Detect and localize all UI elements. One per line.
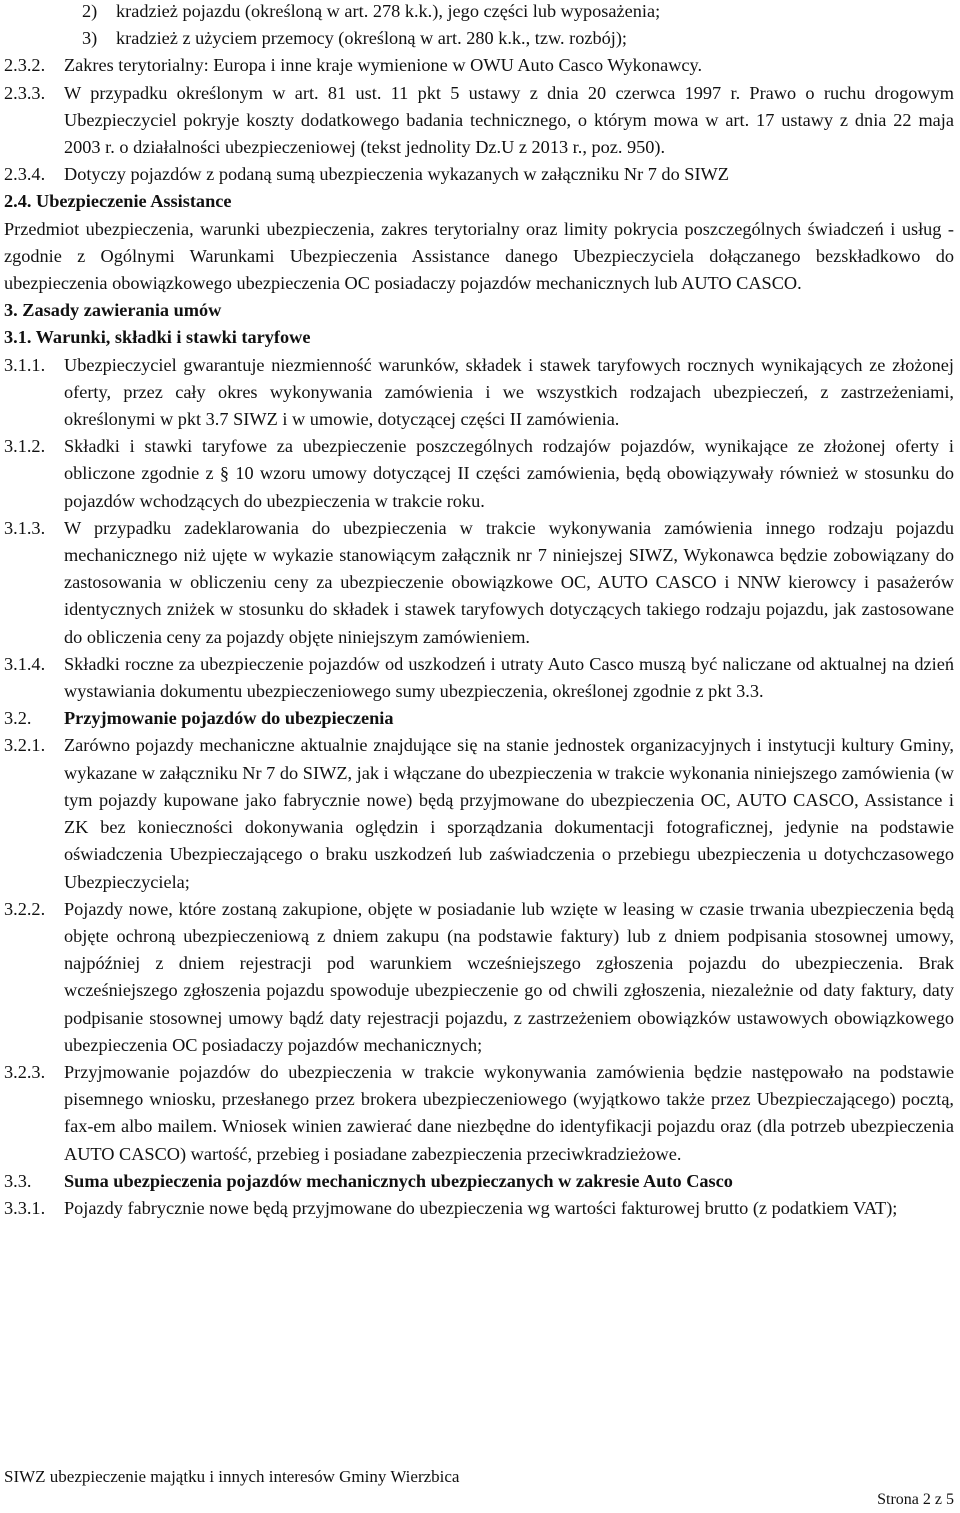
section-text: Pojazdy nowe, które zostaną zakupione, objęte w posiadanie lub wzięte w leasing w czasie trwania ubezpieczenia będą objęte ochroną ubezpieczeniową z dniem zakupu (na podstawie faktury) lub z dniem podpisania stosownej umowy, najpóźniej z dniem rejestracji pod warunkiem wcześniejszego zgłoszenia pojazdu do ubezpieczenia. Brak wcześniejszego zgłoszenia pojazdu spowoduje ubezpieczenie go od chwili zgłoszenia, niezależnie od daty faktury, daty podpisanie stosownej umowy bądź daty rejestracji pojazdu, z zastrzeżeniem obowiązków ustawowych obowiązkowego ubezpieczenia OC posiadaczy pojazdów mechanicznych;: [64, 898, 954, 1055]
section-3-2-2: [4, 896, 954, 1059]
section-number: 3.2.: [4, 708, 32, 729]
section-text: Ubezpieczyciel gwarantuje niezmienność warunków, składek i stawek taryfowych rocznych wynikających ze złożonej oferty, przez cały okres wykonywania zamówienia i we wszystkich rodzajach ubezpieczeń, z zastrzeżeniami, określonymi w pkt 3.7 SIWZ i w umowie, dotyczącej części II zamówienia.: [64, 354, 954, 430]
section-3-heading: 3. Zasady zawierania umów: [4, 300, 222, 321]
list-item-text: kradzież z użyciem przemocy (określoną w art. 280 k.k., tzw. rozbój);: [116, 28, 627, 49]
section-number: 3.1.1.: [4, 354, 46, 375]
section-3-1-3: [4, 515, 954, 651]
section-text: [64, 433, 954, 515]
section-2-4-paragraph: Przedmiot ubezpieczenia, warunki ubezpieczenia, zakres terytorialny oraz limity pokrycia poszczególnych świadczeń i usług - zgodnie z Ogólnymi Warunkami Ubezpieczenia Assistance danego Ubezpieczyciela dołączanego bezskładkowo do ubezpieczenia obowiązkowego ubezpieczenia OC posiadaczy pojazdów mechanicznych lub AUTO CASCO.: [4, 218, 954, 294]
section-3-2-heading: [4, 705, 954, 732]
section-3-2-3: [4, 1059, 954, 1168]
list-item-number: 2): [82, 1, 98, 21]
section-text: Pojazdy fabrycznie nowe będą przyjmowane do ubezpieczenia wg wartości fakturowej brutto (z podatkiem VAT);: [64, 1197, 898, 1218]
section-text: Przyjmowanie pojazdów do ubezpieczenia w trakcie wykonywania zamówienia będzie następowało na podstawie pisemnego wniosku, przesłanego przez brokera ubezpieczeniowego (wyjątkowo także przez Ubezpieczającego) pocztą, fax-em albo mailem. Wniosek winien zawierać dane niezbędne do identyfikacji pojazdu oraz (dla potrzeb ubezpieczenia AUTO CASCO) wartość, przebieg i posiadane zabezpieczenia przeciwkradzieżowe.: [64, 1061, 954, 1164]
section-3-3-1: [4, 1195, 954, 1222]
section-number: 3.2.2.: [4, 898, 46, 919]
document-body: [4, 0, 954, 1222]
section-text: W przypadku określonym w art. 81 ust. 11 pkt 5 ustawy z dnia 20 czerwca 1997 r. Prawo o ruchu drogowym Ubezpieczyciel pokryje koszty dodatkowego badania technicznego, o którym mowa w art. 17 ustawy z dnia 22 maja 2003 r. o działalności ubezpieczeniowej (tekst jednolity Dz.U z 2013 r., poz. 950).: [64, 82, 954, 158]
list-item-number: 3): [82, 28, 98, 49]
section-number: 2.3.3.: [4, 82, 46, 103]
section-2-3-3: [4, 80, 954, 162]
section-2-4-heading: 2.4. Ubezpieczenie Assistance: [4, 191, 232, 212]
footer-document-title: SIWZ ubezpieczenie majątku i innych interesów Gminy Wierzbica: [4, 1467, 460, 1486]
section-sign: §: [219, 463, 230, 484]
list-item: [4, 0, 954, 25]
footer-page-number: Strona 2 z 5: [877, 1491, 954, 1508]
section-3-1-2: [4, 433, 954, 515]
section-number: 3.3.: [4, 1170, 32, 1191]
section-3-2-1: [4, 732, 954, 895]
list-item: [4, 25, 954, 52]
section-number: 3.2.1.: [4, 735, 46, 756]
section-number: 3.1.4.: [4, 653, 46, 674]
section-text: W przypadku zadeklarowania do ubezpieczenia w trakcie wykonywania zamówienia innego rodzaju pojazdu mechanicznego niż ujęte w wykazie stanowiącym załącznik nr 7 niniejszej SIWZ, Wykonawca będzie zobowiązany do zastosowania w obliczeniu ceny za ubezpieczenie obowiązkowe OC, AUTO CASCO i NNW kierowcy i pasażerów identycznych zniżek w stosunku do składek i stawek taryfowych dotyczących takiego rodzaju pojazdu, jak zastosowane do obliczenia ceny za pojazdy objęte niniejszym zamówieniem.: [64, 517, 954, 647]
section-number: 2.3.2.: [4, 55, 46, 76]
section-3-1-heading: 3.1. Warunki, składki i stawki taryfowe: [4, 327, 311, 348]
section-heading-text: Suma ubezpieczenia pojazdów mechanicznych ubezpieczanych w zakresie Auto Casco: [64, 1170, 733, 1191]
section-heading-text: Przyjmowanie pojazdów do ubezpieczenia: [64, 708, 394, 729]
section-2-3-2: [4, 52, 954, 79]
section-number: 3.3.1.: [4, 1197, 46, 1218]
section-3-1-4: [4, 651, 954, 705]
section-text: Dotyczy pojazdów z podaną sumą ubezpieczenia wykazanych w załączniku Nr 7 do SIWZ: [64, 164, 729, 185]
section-text: Składki roczne za ubezpieczenie pojazdów od uszkodzeń i utraty Auto Casco muszą być naliczane od aktualnej na dzień wystawiania dokumentu ubezpieczeniowego sumy ubezpieczenia, określonej zgodnie z pkt 3.3.: [64, 653, 954, 702]
section-2-3-4: [4, 161, 954, 188]
section-number: 3.2.3.: [4, 1061, 46, 1082]
section-text: Zakres terytorialny: Europa i inne kraje wymienione w OWU Auto Casco Wykonawcy.: [64, 55, 703, 76]
section-text-part: Składki i stawki taryfowe za ubezpieczenie poszczególnych rodzajów pojazdów, wynikające ze złożonej oferty i obliczone zgodnie z: [64, 436, 954, 484]
section-number: 3.1.2.: [4, 436, 46, 457]
section-3-1-1: [4, 352, 954, 434]
section-text: Zarówno pojazdy mechaniczne aktualnie znajdujące się na stanie jednostek organizacyjnych i instytucji kultury Gminy, wykazane w załączniku Nr 7 do SIWZ, jak i włączane do ubezpieczenia w trakcie wykonania niniejszego zamówienia (w tym pojazdy kupowane jako fabrycznie nowe) będą przyjmowane do ubezpieczenia OC, AUTO CASCO, Assistance i ZK bez konieczności dokonywania oględzin i sporządzania dokumentacji fotograficznej, jedynie na podstawie oświadczenia Ubezpieczającego o braku uszkodzeń lub zaświadczenia o przebiegu ubezpieczenia u dotychczasowego Ubezpieczyciela;: [64, 735, 954, 892]
section-3-3-heading: [4, 1168, 954, 1195]
section-number: 2.3.4.: [4, 164, 46, 185]
list-item-text: kradzież pojazdu (określoną w art. 278 k.k.), jego części lub wyposażenia;: [116, 1, 661, 21]
section-number: 3.1.3.: [4, 517, 46, 538]
section-text-part: 10 wzoru umowy dotyczącej II części zamówienia, będą obowiązywały również w stosunku do pojazdów wchodzących do ubezpieczenia w trakcie roku.: [64, 463, 954, 511]
